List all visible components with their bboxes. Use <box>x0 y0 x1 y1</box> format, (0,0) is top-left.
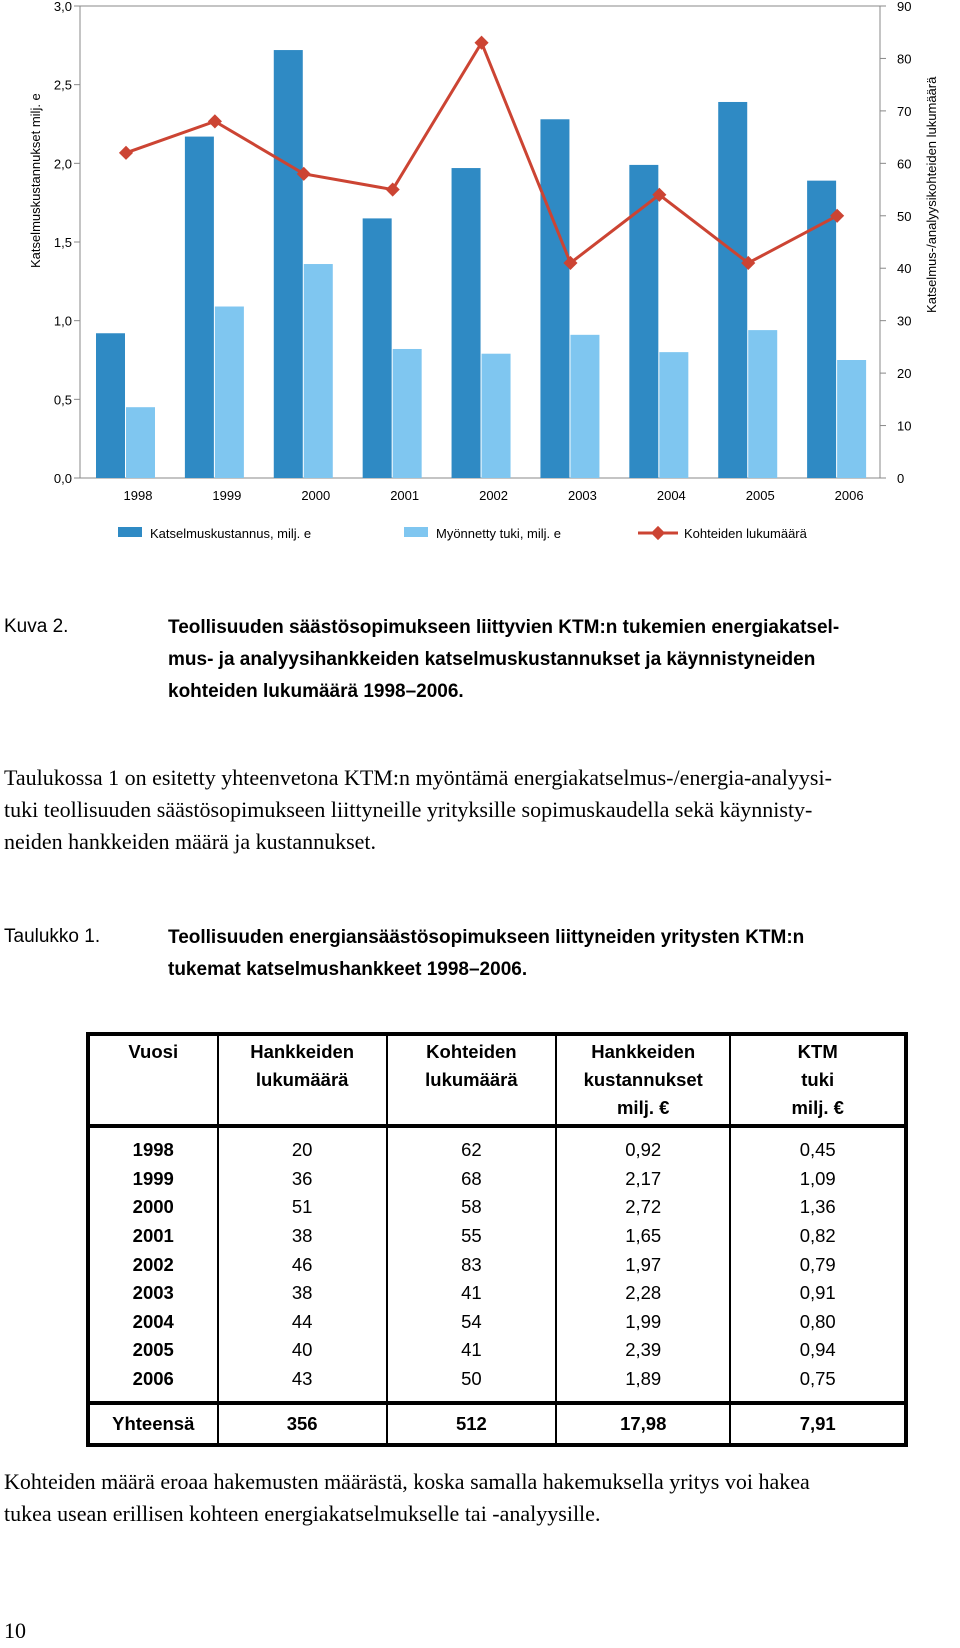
paragraph-line: tuki teollisuuden säästösopimukseen liittyneille yrityksille sopimuskaudella sekä käynnisty- <box>4 797 813 822</box>
table-cell: 2003 <box>88 1279 218 1308</box>
table-cell: 40 <box>218 1336 387 1365</box>
header-project-count: Hankkeiden lukumäärä <box>218 1034 387 1126</box>
bar-support <box>215 307 244 478</box>
legend-label: Myönnetty tuki, milj. e <box>436 526 561 541</box>
table-cell: 1,36 <box>799 1196 836 1218</box>
table-cell: 62 <box>387 1126 556 1165</box>
table-cell: 356 <box>218 1403 387 1445</box>
bar-support <box>304 264 333 478</box>
table-cell: 0,94 <box>799 1339 836 1361</box>
bar-cost <box>629 165 658 478</box>
left-tick-label: 2,5 <box>53 77 72 93</box>
table-cell: 2005 <box>88 1336 218 1365</box>
table-cell: 2001 <box>88 1222 218 1251</box>
table-cell: 1,97 <box>556 1250 730 1279</box>
table-cell: 38 <box>218 1222 387 1251</box>
bar-support <box>393 349 422 478</box>
left-tick-label: 3,0 <box>53 0 72 14</box>
table-row <box>88 1250 906 1279</box>
bar-cost <box>540 119 569 478</box>
table-cell: 7,91 <box>730 1403 906 1445</box>
x-tick-label: 2002 <box>479 488 509 503</box>
right-tick-label: 20 <box>897 366 912 382</box>
table-cell: 0,82 <box>799 1225 836 1247</box>
paragraph-line: Taulukossa 1 on esitetty yhteenvetona KTM:n myöntämä energiakatselmus-/energia-analyysi- <box>4 765 832 790</box>
right-tick-label: 40 <box>897 261 912 277</box>
table-cell: 1998 <box>88 1126 218 1165</box>
table-cell: 55 <box>387 1222 556 1251</box>
legend-label: Kohteiden lukumäärä <box>684 526 807 541</box>
left-tick-label: 1,0 <box>53 313 72 329</box>
table-cell: 1,89 <box>556 1365 730 1404</box>
table-cell: 36 <box>218 1165 387 1194</box>
table-caption <box>168 922 928 986</box>
right-tick-label: 10 <box>897 418 912 434</box>
table-cell: 17,98 <box>556 1403 730 1445</box>
left-axis-label: Katselmuskustannukset milj. e <box>28 93 43 269</box>
combo-chart <box>0 0 960 560</box>
projects-table <box>86 1032 908 1447</box>
table-cell: 2002 <box>88 1250 218 1279</box>
figure-caption-line: Teollisuuden säästösopimukseen liittyvien KTM:n tukemien energiakatsel- <box>168 617 840 638</box>
legend-swatch <box>404 527 428 537</box>
right-tick-label: 80 <box>897 51 912 67</box>
figure-label: Kuva 2. <box>4 616 69 637</box>
bar-cost <box>452 168 481 478</box>
table-row <box>88 1336 906 1365</box>
figure-caption-line: mus- ja analyysihankkeiden katselmuskustannukset ja käynnistyneiden <box>168 649 816 670</box>
right-tick-label: 60 <box>897 156 912 172</box>
bar-support <box>570 335 599 478</box>
legend-label: Katselmuskustannus, milj. e <box>150 526 312 541</box>
table-cell: 2000 <box>88 1193 218 1222</box>
table-cell: 50 <box>387 1365 556 1404</box>
paragraph-line: neiden hankkeiden määrä ja kustannukset. <box>4 829 377 854</box>
paragraph-note <box>4 1466 956 1530</box>
table-row <box>88 1365 906 1404</box>
x-tick-label: 2000 <box>301 488 331 503</box>
table-cell: 2004 <box>88 1308 218 1337</box>
table-cell: 38 <box>218 1279 387 1308</box>
paragraph-line: tukea usean erillisen kohteen energiakatselmukselle tai -analyysille. <box>4 1501 601 1526</box>
table-row <box>88 1308 906 1337</box>
x-tick-label: 2006 <box>834 488 864 503</box>
table-cell: 44 <box>218 1308 387 1337</box>
table-total-row <box>88 1403 906 1445</box>
x-tick-label: 2004 <box>656 488 686 503</box>
legend-swatch <box>118 527 142 537</box>
table-cell: 0,91 <box>799 1282 836 1304</box>
legend-marker <box>651 526 665 540</box>
table-cell: 58 <box>387 1193 556 1222</box>
table-cell: 2,28 <box>556 1279 730 1308</box>
table-cell: 2,72 <box>556 1193 730 1222</box>
paragraph-line: Kohteiden määrä eroaa hakemusten määrästä, koska samalla hakemuksella yritys voi hakea <box>4 1469 810 1494</box>
table-cell: 43 <box>218 1365 387 1404</box>
table-cell: 20 <box>218 1126 387 1165</box>
table-cell: 68 <box>387 1165 556 1194</box>
bar-cost <box>185 137 214 478</box>
table-caption-line: Teollisuuden energiansäästösopimukseen liittyneiden yritysten KTM:n <box>168 927 805 948</box>
table-cell: 83 <box>387 1250 556 1279</box>
table-cell: 0,75 <box>799 1368 836 1390</box>
header-year: Vuosi <box>88 1034 218 1126</box>
x-tick-label: 1999 <box>212 488 242 503</box>
header-ktm-support: KTM tuki milj. € <box>730 1034 906 1126</box>
bar-cost <box>274 50 303 478</box>
left-tick-label: 2,0 <box>53 156 72 172</box>
table-cell: 1999 <box>88 1165 218 1194</box>
right-tick-label: 0 <box>897 471 905 486</box>
left-tick-label: 1,5 <box>53 235 72 250</box>
bar-support <box>126 407 155 478</box>
table-row <box>88 1222 906 1251</box>
figure-caption <box>168 612 948 708</box>
bar-support <box>659 352 688 478</box>
line-point-marker <box>474 36 488 50</box>
left-tick-label: 0,5 <box>53 392 72 408</box>
page-number: 10 <box>4 1618 26 1643</box>
table-row <box>88 1279 906 1308</box>
table-cell: 46 <box>218 1250 387 1279</box>
table-cell: 0,80 <box>799 1310 836 1332</box>
line-point-marker <box>119 146 133 160</box>
table-row <box>88 1165 906 1194</box>
x-tick-label: 2001 <box>390 488 420 503</box>
table-cell: 2006 <box>88 1365 218 1404</box>
bar-support <box>837 360 866 478</box>
table-cell: 2,17 <box>556 1165 730 1194</box>
header-target-count: Kohteiden lukumäärä <box>387 1034 556 1126</box>
paragraph-table-intro <box>4 762 956 858</box>
table-cell: 54 <box>387 1308 556 1337</box>
table-cell: 41 <box>387 1279 556 1308</box>
bar-support <box>482 354 511 478</box>
table-label: Taulukko 1. <box>4 926 101 947</box>
right-tick-label: 70 <box>897 103 912 119</box>
line-point-marker <box>386 182 400 196</box>
table-cell: 2,39 <box>556 1336 730 1365</box>
x-tick-label: 2005 <box>745 488 775 503</box>
right-tick-label: 90 <box>897 0 912 14</box>
right-tick-label: 50 <box>897 208 912 224</box>
figure-caption-line: kohteiden lukumäärä 1998–2006. <box>168 681 464 702</box>
table-cell: 1,65 <box>556 1222 730 1251</box>
bar-cost <box>96 333 125 478</box>
x-tick-label: 1998 <box>123 488 153 503</box>
bar-cost <box>718 102 747 478</box>
table-cell: Yhteensä <box>88 1403 218 1445</box>
table-row <box>88 1126 906 1165</box>
left-tick-label: 0,0 <box>53 471 72 486</box>
table-cell: 0,45 <box>799 1139 836 1161</box>
right-axis-label: Katselmus-/analyysikohteiden lukumäärä <box>924 76 939 313</box>
table-cell: 1,99 <box>556 1308 730 1337</box>
table-cell: 0,79 <box>799 1253 836 1275</box>
table-cell: 0,92 <box>556 1126 730 1165</box>
table-cell: 41 <box>387 1336 556 1365</box>
table-cell: 1,09 <box>799 1167 836 1189</box>
bar-support <box>748 330 777 478</box>
x-tick-label: 2003 <box>567 488 597 503</box>
right-tick-label: 30 <box>897 313 912 329</box>
header-project-costs: Hankkeiden kustannukset milj. € <box>556 1034 730 1126</box>
table-cell: 512 <box>387 1403 556 1445</box>
table-header-row <box>88 1034 906 1126</box>
table-caption-line: tukemat katselmushankkeet 1998–2006. <box>168 959 528 980</box>
bar-cost <box>363 218 392 478</box>
table-row <box>88 1193 906 1222</box>
line-point-marker <box>208 114 222 128</box>
table-cell: 51 <box>218 1193 387 1222</box>
